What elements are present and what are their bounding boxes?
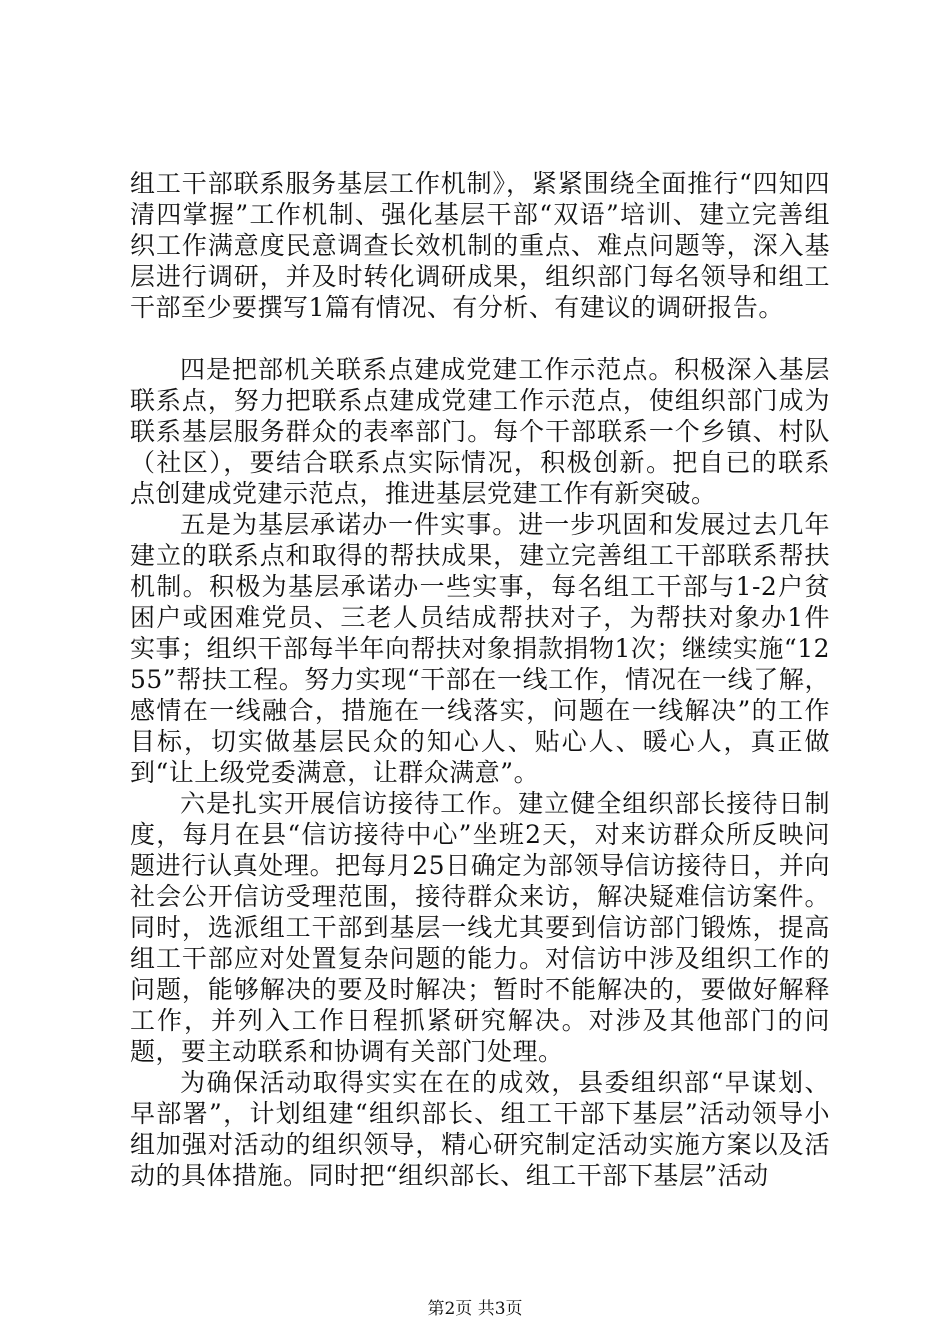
paragraph-point-5: 五是为基层承诺办一件实事。进一步巩固和发展过去几年建立的联系点和取得的帮扶成果，建立完善组工干部联系帮扶机制。积极为基层承诺办一些实事，每名组工干部与1-2户贫困户或困难党员、三老人员结成帮扶对子，为帮扶对象办1件实事；组织干部每半年向帮扶对象捐款捐物1次；继续实施“1255”帮扶工程。努力实现“干部在一线工作，情况在一线了解，感情在一线融合，措施在一线落实，问题在一线解决”的工作目标，切实做基层民众的知心人、贴心人、暖心人，真正做到“让上级党委满意，让群众满意”。 [130,510,831,787]
page-footer: 第2页 共3页 [427,1299,523,1319]
paragraph-point-6: 六是扎实开展信访接待工作。建立健全组织部长接待日制度，每月在县“信访接待中心”坐班2天，对来访群众所反映问题进行认真处理。把每月25日确定为部领导信访接待日，并向社会公开信访受理范围，接待群众来访，解决疑难信访案件。同时，选派组工干部到基层一线尤其要到信访部门锻炼，提高组工干部应对处置复杂问题的能力。对信访中涉及组织工作的问题，能够解决的要及时解决；暂时不能解决的，要做好解释工作，并列入工作日程抓紧研究解决。对涉及其他部门的问题，要主动联系和协调有关部门处理。 [130,789,830,1066]
paragraph-assurance: 为确保活动取得实实在在的成效，县委组织部“早谋划、早部署”，计划组建“组织部长、组工干部下基层”活动领导小组加强对活动的组织领导，精心研究制定活动实施方案以及活动的具体措施。同时把“组织部长、组工干部下基层”活动 [130,1068,830,1190]
document-body [130,168,830,1191]
paragraph-point-4: 四是把部机关联系点建成党建工作示范点。积极深入基层联系点，努力把联系点建成党建工作示范点，使组织部门成为联系基层服务群众的表率部门。每个干部联系一个乡镇、村队（社区），要结合联系点实际情况，积极创新。把自已的联系点创建成党建示范点，推进基层党建工作有新突破。 [130,355,830,508]
paragraph-continuation: 组工干部联系服务基层工作机制》，紧紧围绕全面推行“四知四清四掌握”工作机制、强化基层干部“双语”培训、建立完善组织工作满意度民意调查长效机制的重点、难点问题等，深入基层进行调研，并及时转化调研成果，组织部门每名领导和组工干部至少要撰写1篇有情况、有分析、有建议的调研报告。 [130,169,830,322]
